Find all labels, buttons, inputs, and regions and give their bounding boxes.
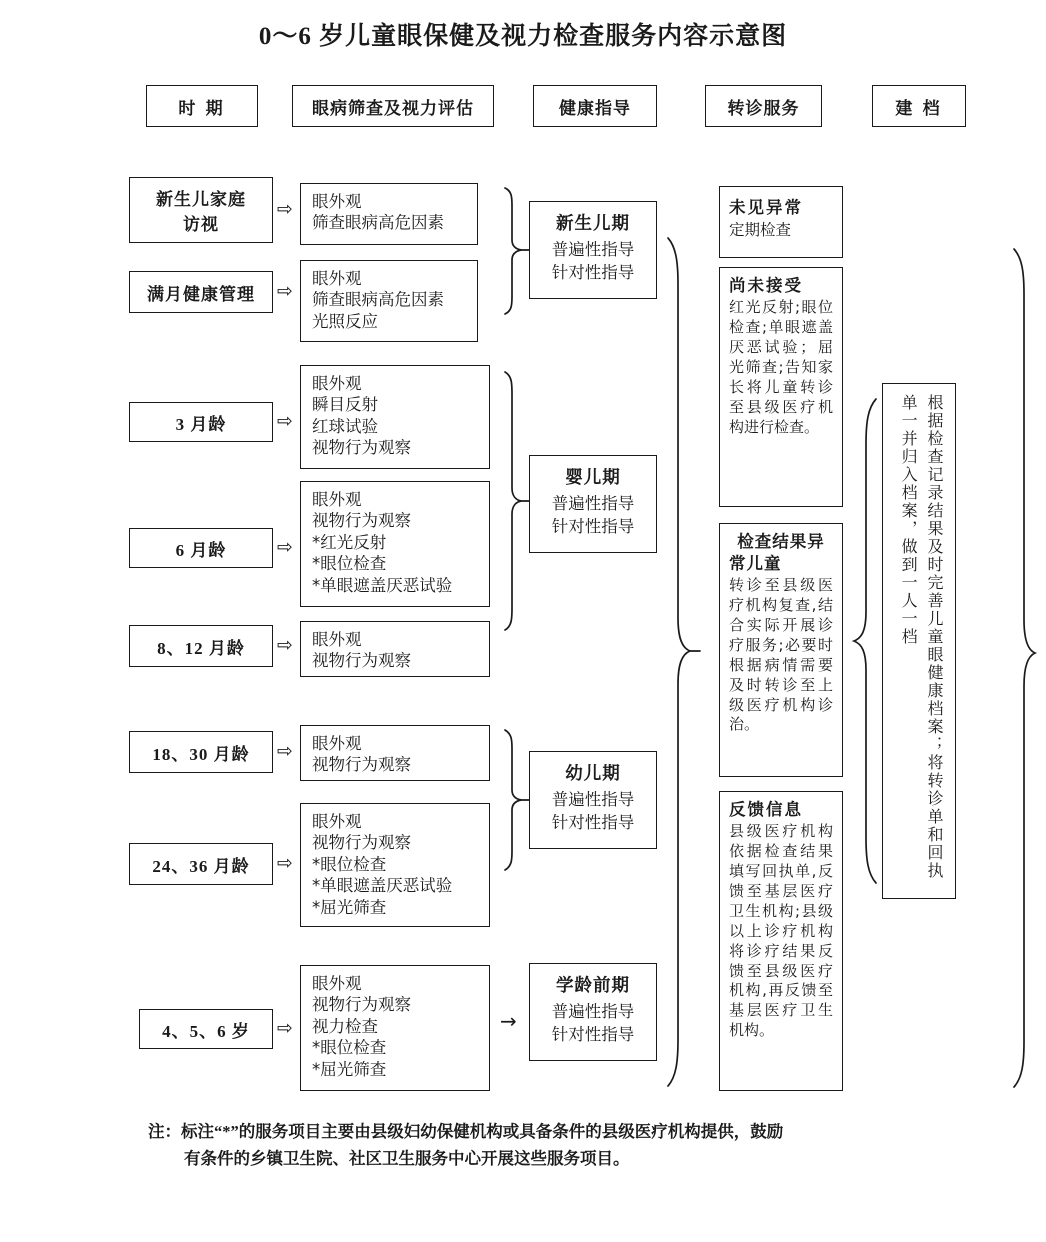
screening-line: 眼外观: [312, 192, 362, 211]
arrow-icon: ⇨: [277, 740, 293, 762]
screening-box-full-month: [300, 260, 478, 342]
screening-line: 眼外观: [312, 374, 362, 393]
screening-box-18-30-months: [300, 725, 490, 781]
screening-box-newborn-home-visit: [300, 183, 478, 245]
referral-box-abnormal-result: [719, 523, 843, 777]
screening-box-6-months: [300, 481, 490, 607]
arrow-icon: ⇨: [277, 634, 293, 656]
brace-infant: [505, 372, 521, 630]
referral-title: 反馈信息: [729, 800, 803, 819]
footer-note-line-2: 有条件的乡镇卫生院、社区卫生服务中心开展这些服务项目。: [184, 1149, 630, 1169]
referral-box-feedback: [719, 791, 843, 1091]
column-header-guidance: 健康指导: [533, 85, 657, 127]
column-header-archive: 建 档: [872, 85, 966, 127]
guidance-line: 针对性指导: [551, 517, 635, 537]
screening-box-4-5-6-years: [300, 965, 490, 1091]
referral-title: 尚未接受: [729, 276, 803, 295]
column-header-period: 时 期: [146, 85, 258, 127]
screening-line: 光照反应: [312, 311, 378, 331]
referral-body: 定期检查: [729, 220, 792, 239]
brace-toddler: [505, 730, 521, 870]
brace-referral-to-archive: [1014, 249, 1035, 1087]
screening-line: 瞬目反射: [312, 395, 378, 415]
guidance-line: 普遍性指导: [551, 239, 635, 259]
period-box-6-months: 6 月龄: [129, 528, 273, 568]
arrow-icon: ⇨: [277, 852, 293, 874]
screening-line: 筛查眼病高危因素: [312, 290, 444, 310]
brace-newborn: [505, 188, 521, 314]
referral-title: 检查结果异常儿童: [729, 532, 825, 573]
screening-line: 视力检查: [312, 1016, 378, 1036]
screening-line: 眼外观: [312, 974, 362, 993]
referral-body: 县级医疗机构依据检查结果填写回执单,反馈至基层医疗卫生机构;县级以上诊疗机构将诊疗结果反馈至县级医疗机构,再反馈至基层医疗卫生机构。: [729, 821, 833, 1040]
guidance-title: 婴儿期: [565, 467, 621, 487]
guidance-title: 幼儿期: [565, 763, 621, 783]
guidance-line: 针对性指导: [551, 263, 635, 283]
screening-line: 眼外观: [312, 734, 362, 753]
guidance-box-newborn: [529, 201, 657, 299]
screening-box-8-12-months: [300, 621, 490, 677]
period-box-4-5-6-years: 4、5、6 岁: [139, 1009, 273, 1049]
arrow-icon: ⇨: [277, 536, 293, 558]
brace-guidance-to-referral: [668, 238, 690, 1086]
screening-line: *单眼遮盖厌恶试验: [312, 876, 453, 896]
referral-body: 红光反射;眼位检查;单眼遮盖厌恶试验；屈光筛查;告知家长将儿童转诊至县级医疗机构进行检查。: [729, 297, 833, 436]
referral-box-not-yet-received: [719, 267, 843, 507]
guidance-line: 普遍性指导: [551, 789, 635, 809]
screening-line: *红光反射: [312, 532, 387, 552]
period-box-18-30-months: 18、30 月龄: [129, 731, 273, 773]
period-line: 访视: [183, 215, 219, 234]
screening-line: 眼外观: [312, 490, 362, 509]
column-header-referral: 转诊服务: [705, 85, 822, 127]
brace-archive-input: [854, 399, 876, 883]
period-box-3-months: 3 月龄: [129, 402, 273, 442]
period-line: 新生儿家庭: [156, 190, 246, 209]
screening-line: 视物行为观察: [312, 995, 411, 1015]
period-box-full-month: 满月健康管理: [129, 271, 273, 313]
period-box-8-12-months: 8、12 月龄: [129, 625, 273, 667]
guidance-line: 针对性指导: [551, 813, 635, 833]
guidance-title: 新生儿期: [556, 213, 630, 233]
archive-box: 根据检查记录结果及时完善儿童眼健康档案；将转诊单和回执单一并归入档案，做到一人一档: [882, 383, 956, 899]
guidance-line: 针对性指导: [551, 1025, 635, 1045]
screening-line: 眼外观: [312, 269, 362, 288]
screening-line: 视物行为观察: [312, 651, 411, 671]
guidance-title: 学龄前期: [556, 975, 630, 995]
screening-line: 视物行为观察: [312, 438, 411, 458]
screening-line: *屈光筛查: [312, 897, 387, 917]
referral-body: 转诊至县级医疗机构复查,结合实际开展诊疗服务;必要时根据病情需要及时转诊至上级医疗机构诊治。: [729, 575, 833, 734]
screening-line: *屈光筛查: [312, 1059, 387, 1079]
screening-line: 视物行为观察: [312, 833, 411, 853]
arrow-icon: ⇨: [277, 410, 293, 432]
screening-line: 视物行为观察: [312, 511, 411, 531]
arrow-icon: ⇨: [277, 280, 293, 302]
screening-box-24-36-months: [300, 803, 490, 927]
referral-box-normal: [719, 186, 843, 258]
screening-line: *眼位检查: [312, 554, 387, 574]
arrow-icon: ⇨: [277, 1017, 293, 1039]
screening-line: 眼外观: [312, 812, 362, 831]
screening-line: *单眼遮盖厌恶试验: [312, 575, 453, 595]
screening-line: 眼外观: [312, 630, 362, 649]
column-header-screening: 眼病筛查及视力评估: [292, 85, 494, 127]
guidance-line: 普遍性指导: [551, 493, 635, 513]
screening-box-3-months: [300, 365, 490, 469]
screening-line: 视物行为观察: [312, 755, 411, 775]
screening-line: *眼位检查: [312, 854, 387, 874]
arrow-right-icon: →: [500, 1009, 517, 1033]
page-title: 0～6 岁儿童眼保健及视力检查服务内容示意图: [258, 23, 788, 50]
footer-note: [148, 1118, 948, 1172]
footer-note-line-1: 注：标注“*”的服务项目主要由县级妇幼保健机构或具备条件的县级医疗机构提供，鼓励: [148, 1122, 784, 1141]
screening-line: *眼位检查: [312, 1038, 387, 1058]
guidance-box-infant: [529, 455, 657, 553]
referral-title: 未见异常: [729, 198, 803, 217]
guidance-line: 普遍性指导: [551, 1001, 635, 1021]
period-box-24-36-months: 24、36 月龄: [129, 843, 273, 885]
screening-line: 红球试验: [312, 416, 378, 436]
guidance-box-toddler: [529, 751, 657, 849]
period-box-newborn-home-visit: [129, 177, 273, 243]
arrow-icon: ⇨: [277, 198, 293, 220]
screening-line: 筛查眼病高危因素: [312, 213, 444, 233]
guidance-box-preschool: [529, 963, 657, 1061]
